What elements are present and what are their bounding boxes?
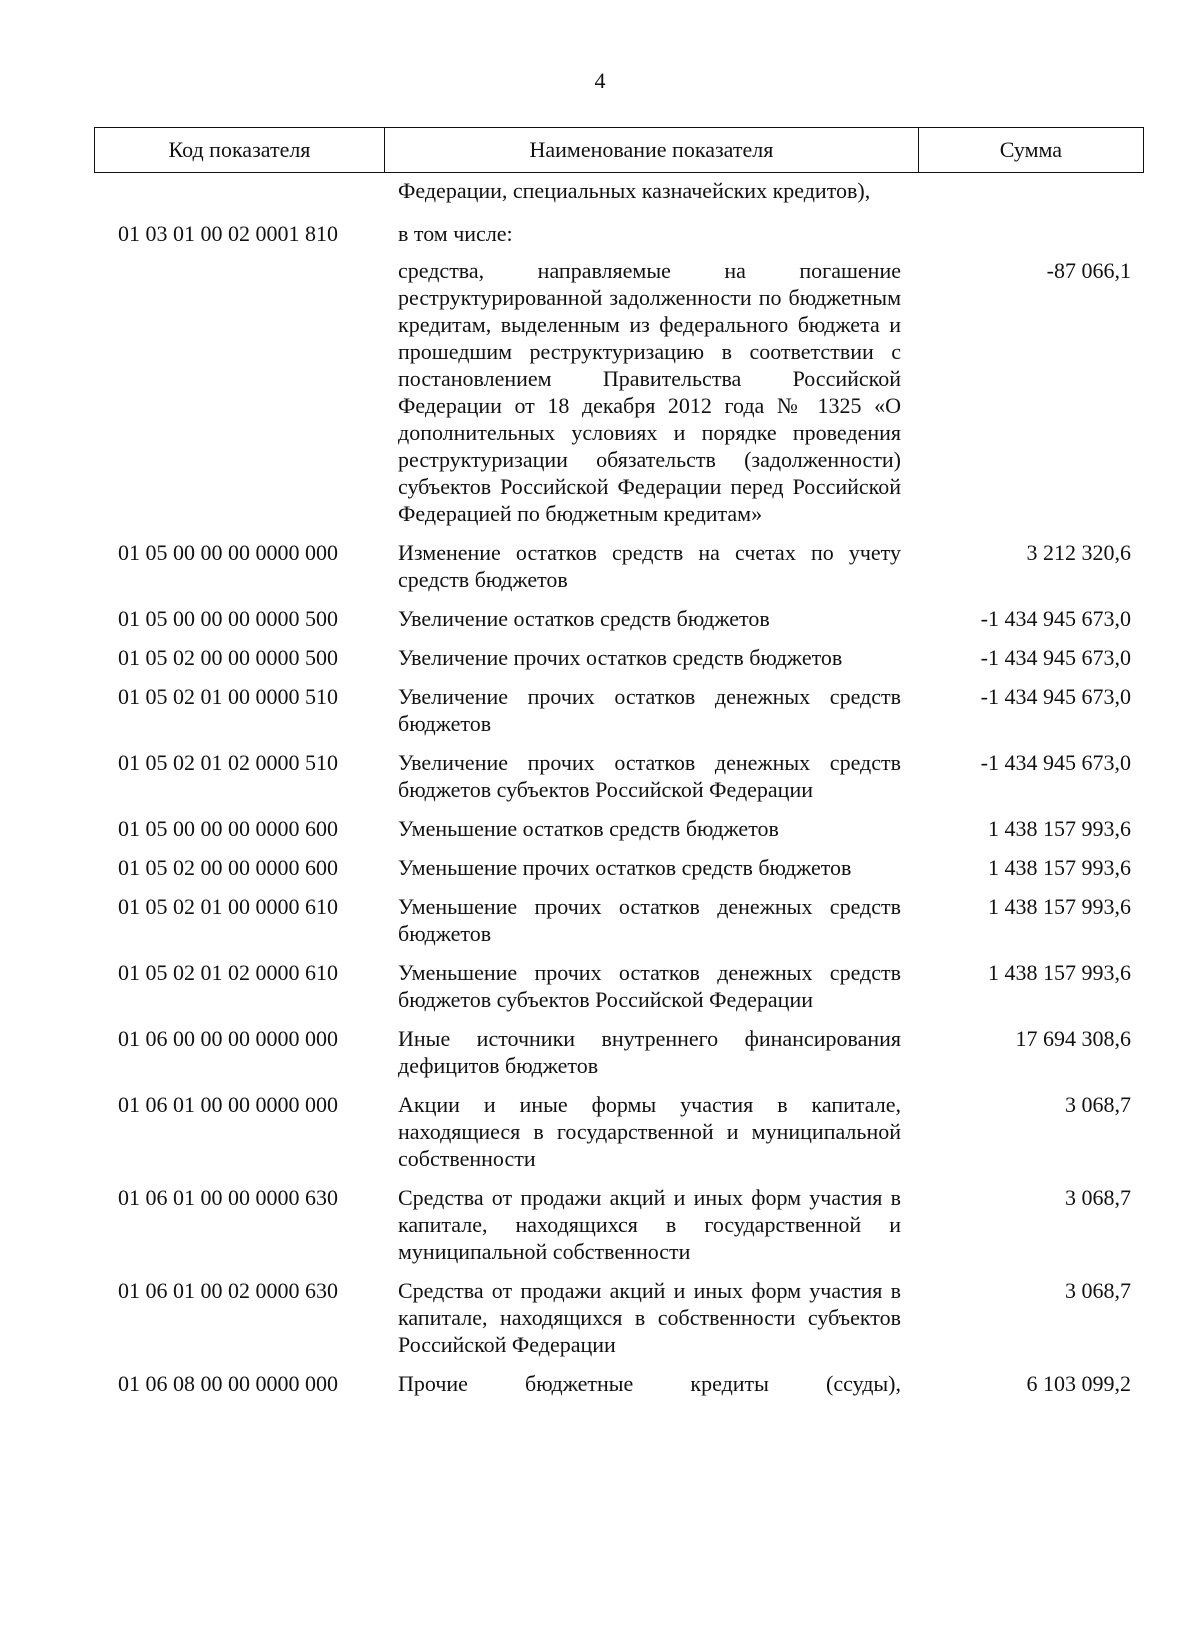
table-row (94, 854, 1144, 881)
table-row (94, 1091, 1144, 1172)
row-name: Акции и иные формы участия в капитале, находящиеся в государственной и муниципальной собственности (398, 1092, 901, 1171)
header-name: Наименование показателя (384, 128, 918, 173)
table-row (94, 815, 1144, 842)
row-sum: 1 438 157 993,6 (988, 960, 1131, 985)
row-code: 01 05 02 01 02 0000 610 (118, 960, 338, 985)
table-row (94, 1025, 1144, 1079)
row-name: Уменьшение прочих остатков средств бюджетов (398, 855, 852, 880)
row-name: Увеличение прочих остатков денежных средств бюджетов (398, 684, 901, 736)
row-sum: 1 438 157 993,6 (988, 894, 1131, 919)
row-name: Иные источники внутреннего финансирования дефицитов бюджетов (398, 1026, 901, 1078)
row-sum: -87 066,1 (1046, 258, 1131, 283)
row-code: 01 05 02 01 00 0000 610 (118, 894, 338, 919)
row-code: 01 05 02 00 00 0000 500 (118, 645, 338, 670)
row-name: Прочие бюджетные кредиты (ссуды), (398, 1371, 901, 1396)
table-row (94, 539, 1144, 593)
table-row (94, 1184, 1144, 1265)
row-sum: 3 068,7 (1065, 1092, 1131, 1117)
row-code: 01 03 01 00 02 0001 810 (118, 221, 338, 246)
row-code: 01 05 02 01 02 0000 510 (118, 750, 338, 775)
row-name: Федерации, специальных казначейских кредитов), (398, 178, 871, 203)
table-row (94, 257, 1144, 527)
row-sum: -1 434 945 673,0 (980, 645, 1131, 670)
row-sum: 3 068,7 (1065, 1278, 1131, 1303)
row-name: Средства от продажи акций и иных форм участия в капитале, находящихся в государственной и муниципальной собственности (398, 1185, 901, 1264)
row-name: в том числе: (398, 221, 513, 246)
row-code: 01 05 00 00 00 0000 600 (118, 816, 338, 841)
row-code: 01 06 01 00 00 0000 000 (118, 1092, 338, 1117)
row-name: средства, направляемые на погашение реструктурированной задолженности по бюджетным кредитам, выделенным из федерального бюджета и прошедшим реструктуризацию в соответствии с постановлением Правительства Российской Федерации от 18 декабря 2012 года № 1325 «О дополнительных условиях и порядке проведения реструктуризации обязательств (задолженности) субъектов Российской Федерации перед Российской Федерацией по бюджетным кредитам» (398, 258, 901, 526)
row-sum: 1 438 157 993,6 (988, 816, 1131, 841)
row-code: 01 06 00 00 00 0000 000 (118, 1026, 338, 1051)
row-code: 01 06 01 00 00 0000 630 (118, 1185, 338, 1210)
row-name: Увеличение прочих остатков средств бюджетов (398, 645, 843, 670)
row-name: Увеличение остатков средств бюджетов (398, 606, 770, 631)
row-code: 01 06 08 00 00 0000 000 (118, 1371, 338, 1396)
table-header (94, 127, 1144, 173)
row-sum: -1 434 945 673,0 (980, 684, 1131, 709)
row-code: 01 05 00 00 00 0000 500 (118, 606, 338, 631)
row-name: Уменьшение прочих остатков денежных средств бюджетов субъектов Российской Федерации (398, 960, 901, 1012)
row-sum: -1 434 945 673,0 (980, 750, 1131, 775)
row-code: 01 06 01 00 02 0000 630 (118, 1278, 338, 1303)
row-code: 01 05 02 01 00 0000 510 (118, 684, 338, 709)
page-number: 4 (594, 68, 606, 93)
row-sum: 3 212 320,6 (1026, 540, 1131, 565)
header-code: Код показателя (95, 128, 385, 173)
header-sum: Сумма (918, 128, 1143, 173)
row-sum: 6 103 099,2 (1026, 1371, 1131, 1396)
table-row (94, 683, 1144, 737)
row-sum: 1 438 157 993,6 (988, 855, 1131, 880)
table-row (94, 1277, 1144, 1358)
row-sum: 17 694 308,6 (1015, 1026, 1131, 1051)
row-name: Уменьшение прочих остатков денежных средств бюджетов (398, 894, 901, 946)
row-name: Уменьшение остатков средств бюджетов (398, 816, 779, 841)
row-name: Средства от продажи акций и иных форм участия в капитале, находящихся в собственности субъектов Российской Федерации (398, 1278, 901, 1357)
table-row (94, 959, 1144, 1013)
row-sum: 3 068,7 (1065, 1185, 1131, 1210)
row-code: 01 05 02 00 00 0000 600 (118, 855, 338, 880)
row-sum: -1 434 945 673,0 (980, 606, 1131, 631)
table-row (94, 177, 1144, 204)
table-row (94, 749, 1144, 803)
table-row (94, 1370, 1144, 1397)
table-row (94, 644, 1144, 671)
row-name: Изменение остатков средств на счетах по учету средств бюджетов (398, 540, 901, 592)
table-body (94, 177, 1144, 1397)
table-row (94, 605, 1144, 632)
table-row (94, 220, 1144, 247)
row-name: Увеличение прочих остатков денежных средств бюджетов субъектов Российской Федерации (398, 750, 901, 802)
row-code: 01 05 00 00 00 0000 000 (118, 540, 338, 565)
table-row (94, 893, 1144, 947)
